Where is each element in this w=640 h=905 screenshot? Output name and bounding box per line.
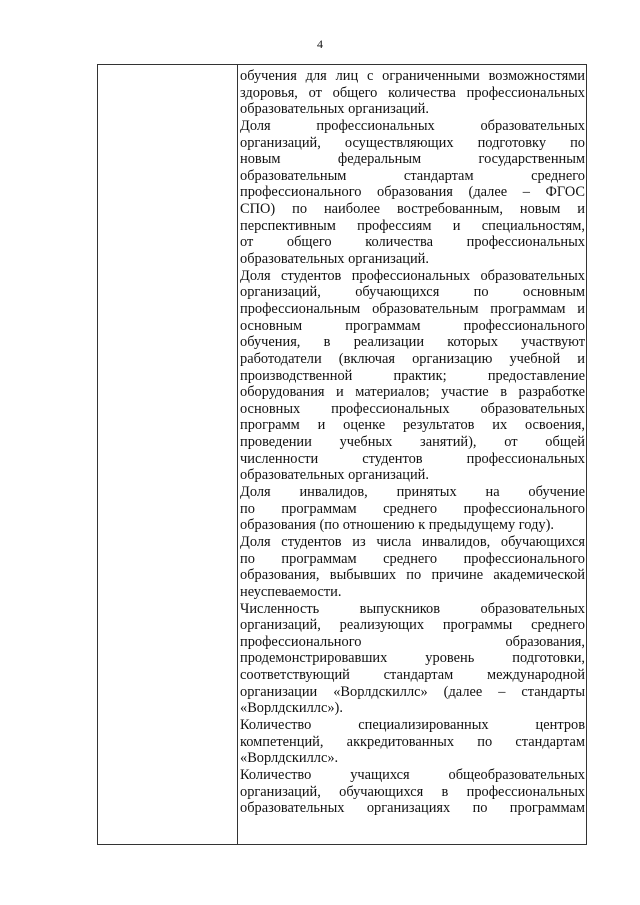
text-line: организаций, осуществляющих подготовку по [240, 134, 585, 151]
text-line: здоровья, от общего количества профессиональных [240, 84, 585, 101]
text-line: численности студентов профессиональных [240, 450, 585, 467]
text-line: организаций, обучающихся в профессиональных [240, 783, 585, 800]
text-line: организаций, реализующих программы среднего [240, 617, 585, 634]
text-line: образовательных организаций. [240, 101, 429, 118]
text-line: неуспеваемости. [240, 583, 342, 600]
indicator-paragraph [240, 534, 585, 601]
text-line: компетенций, аккредитованных по стандартам [240, 733, 585, 750]
text-line: организаций, обучающихся по основным [240, 284, 585, 301]
text-line: образования, выбывших по причине академической [240, 567, 585, 584]
text-line: организации «Ворлдскиллс» (далее – стандарты [240, 683, 585, 700]
text-line: образования (по отношению к предыдущему году). [240, 517, 554, 534]
indicator-paragraph [240, 118, 585, 268]
table-right-cell [240, 68, 585, 817]
text-line: Доля студентов профессиональных образовательных [240, 267, 585, 284]
text-line: новым федеральным государственным [240, 151, 585, 168]
text-line: проведении учебных занятий), от общей [240, 434, 585, 451]
text-line: образовательным стандартам среднего [240, 167, 585, 184]
indicator-paragraph [240, 484, 585, 534]
text-line: образовательных организаций. [240, 467, 429, 484]
indicator-paragraph [240, 268, 585, 484]
text-line: соответствующий стандартам международной [240, 667, 585, 684]
text-line: обучения для лиц с ограниченными возможностями [240, 68, 585, 84]
text-line: Доля инвалидов, принятых на обучение [240, 484, 585, 501]
indicator-paragraph [240, 68, 585, 118]
text-line: профессионального образования, [240, 633, 585, 650]
text-line: от общего количества профессиональных [240, 234, 585, 251]
text-line: оборудования и материалов; участие в разработке [240, 384, 585, 401]
text-line: профессионального образования (далее – ФГОС [240, 184, 585, 201]
text-line: СПО) по наиболее востребованным, новым и [240, 201, 585, 218]
text-line: профессиональным образовательным программам и [240, 300, 585, 317]
indicator-paragraph [240, 767, 585, 817]
text-line: «Ворлдскиллс»). [240, 700, 343, 717]
text-line: программ и оценке результатов их освоения, [240, 417, 585, 434]
text-line: Количество специализированных центров [240, 716, 585, 733]
text-line: производственной практик; предоставление [240, 367, 585, 384]
text-line: образовательных организаций. [240, 251, 429, 268]
text-line: перспективным профессиям и специальностям, [240, 217, 585, 234]
text-line: Численность выпускников образовательных [240, 600, 585, 617]
page-number: 4 [317, 37, 323, 51]
text-line: обучения, в реализации которых участвуют [240, 334, 585, 351]
text-line: образовательных организациях по программам [240, 800, 585, 817]
text-line: основным программам профессионального [240, 317, 585, 334]
indicator-paragraph [240, 601, 585, 717]
text-line: по программам среднего профессионального [240, 550, 585, 567]
text-line: продемонстрировавших уровень подготовки, [240, 650, 585, 667]
indicator-paragraph [240, 717, 585, 767]
text-line: «Ворлдскиллс». [240, 750, 339, 767]
text-line: Количество учащихся общеобразовательных [240, 766, 585, 783]
text-line: Доля профессиональных образовательных [240, 117, 585, 134]
text-line: по программам среднего профессионального [240, 500, 585, 517]
text-line: Доля студентов из числа инвалидов, обучающихся [240, 533, 585, 550]
table-left-cell [98, 65, 238, 844]
text-line: основных профессиональных образовательных [240, 400, 585, 417]
indicators-table [97, 64, 587, 845]
text-line: работодатели (включая организацию учебной и [240, 350, 585, 367]
